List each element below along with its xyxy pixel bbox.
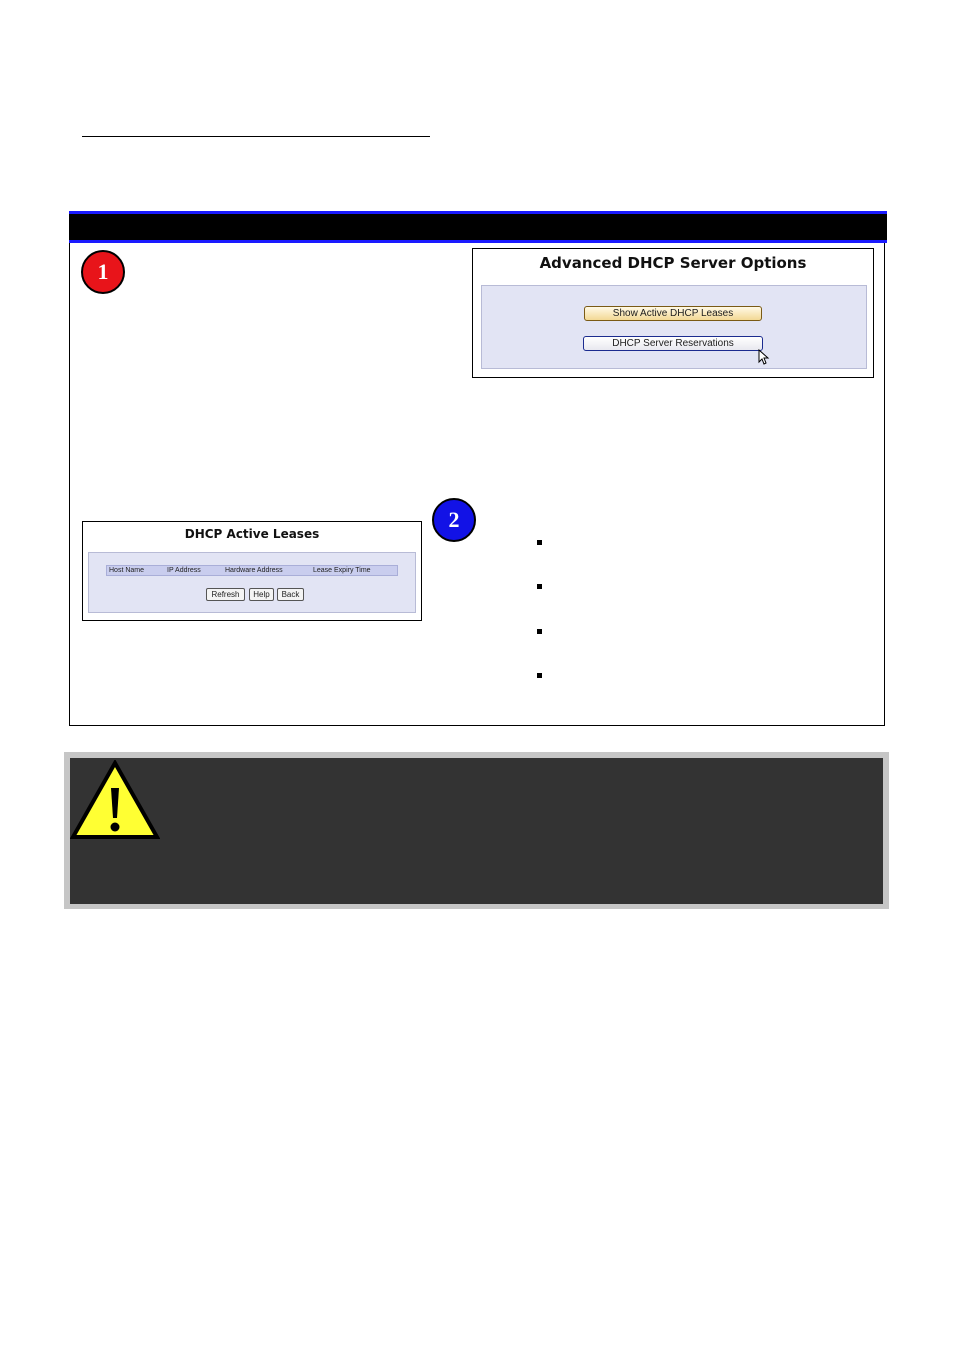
show-active-dhcp-leases-button[interactable]: Show Active DHCP Leases [584,306,762,321]
mouse-pointer-icon [758,349,770,365]
list-bullet [537,629,542,634]
step-1-badge: 1 [81,250,125,294]
advanced-dhcp-title: Advanced DHCP Server Options [539,254,807,272]
advanced-dhcp-body [481,285,867,369]
list-bullet [537,540,542,545]
column-lease-expiry-time: Lease Expiry Time [313,567,371,574]
list-bullet [537,673,542,678]
step-2-badge: 2 [432,498,476,542]
dhcp-active-leases-screenshot [82,521,422,621]
active-leases-body [88,552,416,613]
procedure-header-bar [69,211,887,243]
leases-table-header [106,565,398,576]
active-leases-title: DHCP Active Leases [184,527,320,541]
back-button[interactable]: Back [277,588,304,601]
column-host-name: Host Name [109,567,145,574]
column-ip-address: IP Address [167,567,201,574]
warning-box-inner [70,758,883,904]
dhcp-server-reservations-button[interactable]: DHCP Server Reservations [583,336,763,351]
advanced-dhcp-options-screenshot [472,248,874,378]
title-underline [82,136,430,137]
list-bullet [537,584,542,589]
refresh-button[interactable]: Refresh [206,588,245,601]
warning-triangle-icon [70,760,160,840]
help-button[interactable]: Help [249,588,274,601]
column-hardware-address: Hardware Address [225,567,283,574]
